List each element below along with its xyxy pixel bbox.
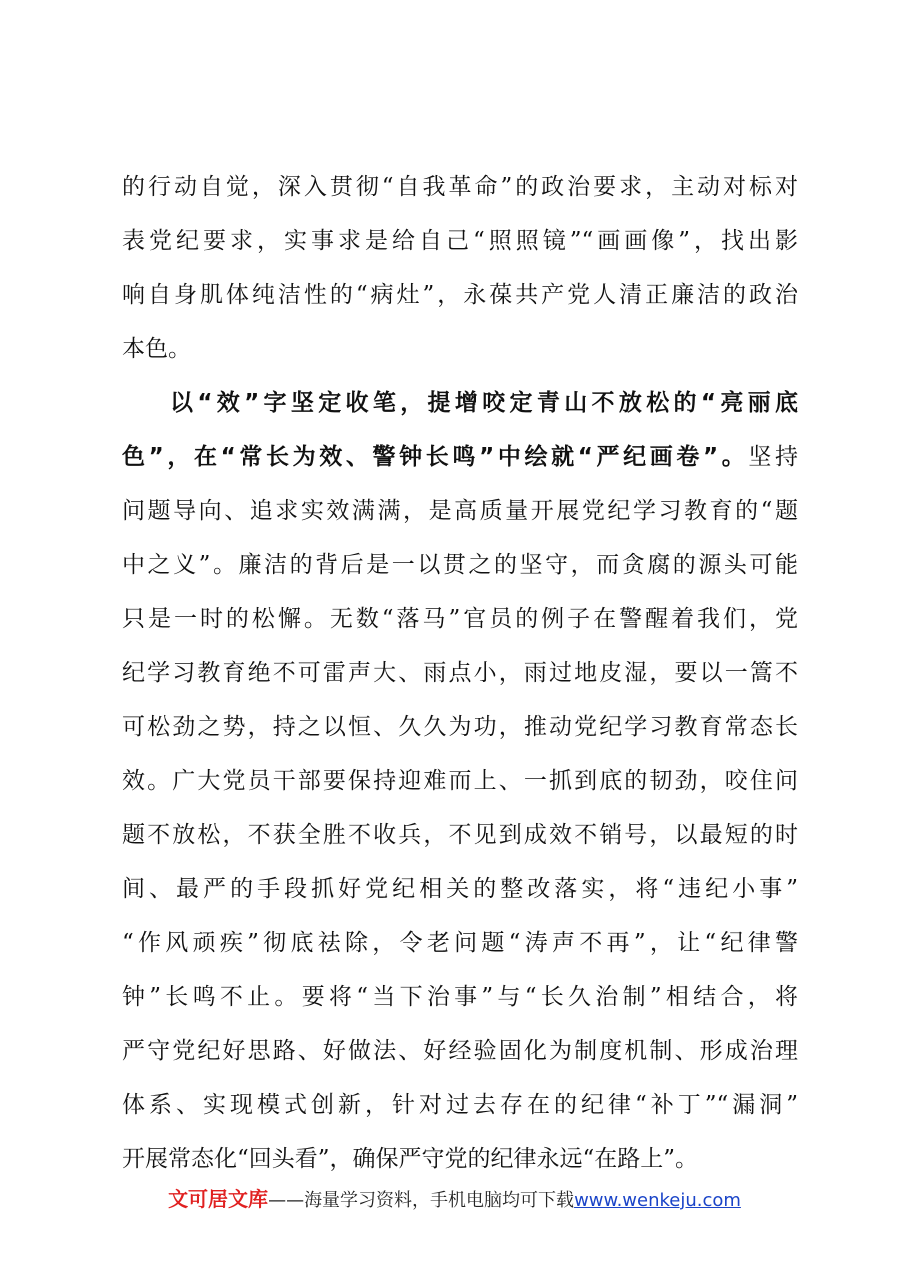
text-line: 间、最严的手段抓好党纪相关的整改落实，将“违纪小事” [122, 876, 798, 902]
paragraph-2 [122, 376, 798, 1186]
text-line: 体系、实现模式创新，针对过去存在的纪律“补丁”“漏洞” [122, 1092, 798, 1118]
paragraph-heading-line: 以“效”字坚定收笔，提增咬定青山不放松的“亮丽底 [170, 390, 798, 416]
footer-banner [0, 1183, 909, 1212]
text-line: 钟”长鸣不止。要将“当下治事”与“长久治制”相结合，将 [122, 984, 798, 1010]
text-line: 开展常态化“回头看”，确保严守党的纪律永远“在路上”。 [122, 1146, 699, 1172]
paragraph-1 [122, 160, 798, 376]
text-line: 的行动自觉，深入贯彻“自我革命”的政治要求，主动对标对 [122, 174, 798, 200]
text-line-mixed [122, 430, 798, 484]
text-line: 中之义”。廉洁的背后是一以贯之的坚守，而贪腐的源头可能 [122, 552, 798, 578]
text-line: 可松劲之势，持之以恒、久久为功，推动党纪学习教育常态长 [122, 714, 798, 740]
text-line: 只是一时的松懈。无数“落马”官员的例子在警醒着我们，党 [122, 606, 798, 632]
text-fragment: 坚持 [748, 444, 798, 470]
text-line: “作风顽疾”彻底祛除，令老问题“涛声不再”，让“纪律警 [122, 930, 798, 956]
document-body [122, 160, 798, 1186]
text-line: 本色。 [122, 336, 191, 362]
text-line: 问题导向、追求实效满满，是高质量开展党纪学习教育的“题 [122, 498, 798, 524]
footer-link[interactable]: www.wenkeju.com [574, 1190, 741, 1211]
footer-brand: 文可居文库 [168, 1187, 269, 1211]
text-line: 表党纪要求，实事求是给自己“照照镜”“画画像”，找出影 [122, 228, 798, 254]
paragraph-heading-tail: 色”，在“常长为效、警钟长鸣”中绘就“严纪画卷”。 [122, 444, 749, 470]
footer-tagline: ——海量学习资料，手机电脑均可下载 [268, 1190, 575, 1211]
text-line: 纪学习教育绝不可雷声大、雨点小，雨过地皮湿，要以一篙不 [122, 660, 798, 686]
text-line: 题不放松，不获全胜不收兵，不见到成效不销号，以最短的时 [122, 822, 798, 848]
text-line: 响自身肌体纯洁性的“病灶”，永葆共产党人清正廉洁的政治 [122, 282, 798, 308]
text-line: 严守党纪好思路、好做法、好经验固化为制度机制、形成治理 [122, 1038, 798, 1064]
text-line: 效。广大党员干部要保持迎难而上、一抓到底的韧劲，咬住问 [122, 768, 798, 794]
